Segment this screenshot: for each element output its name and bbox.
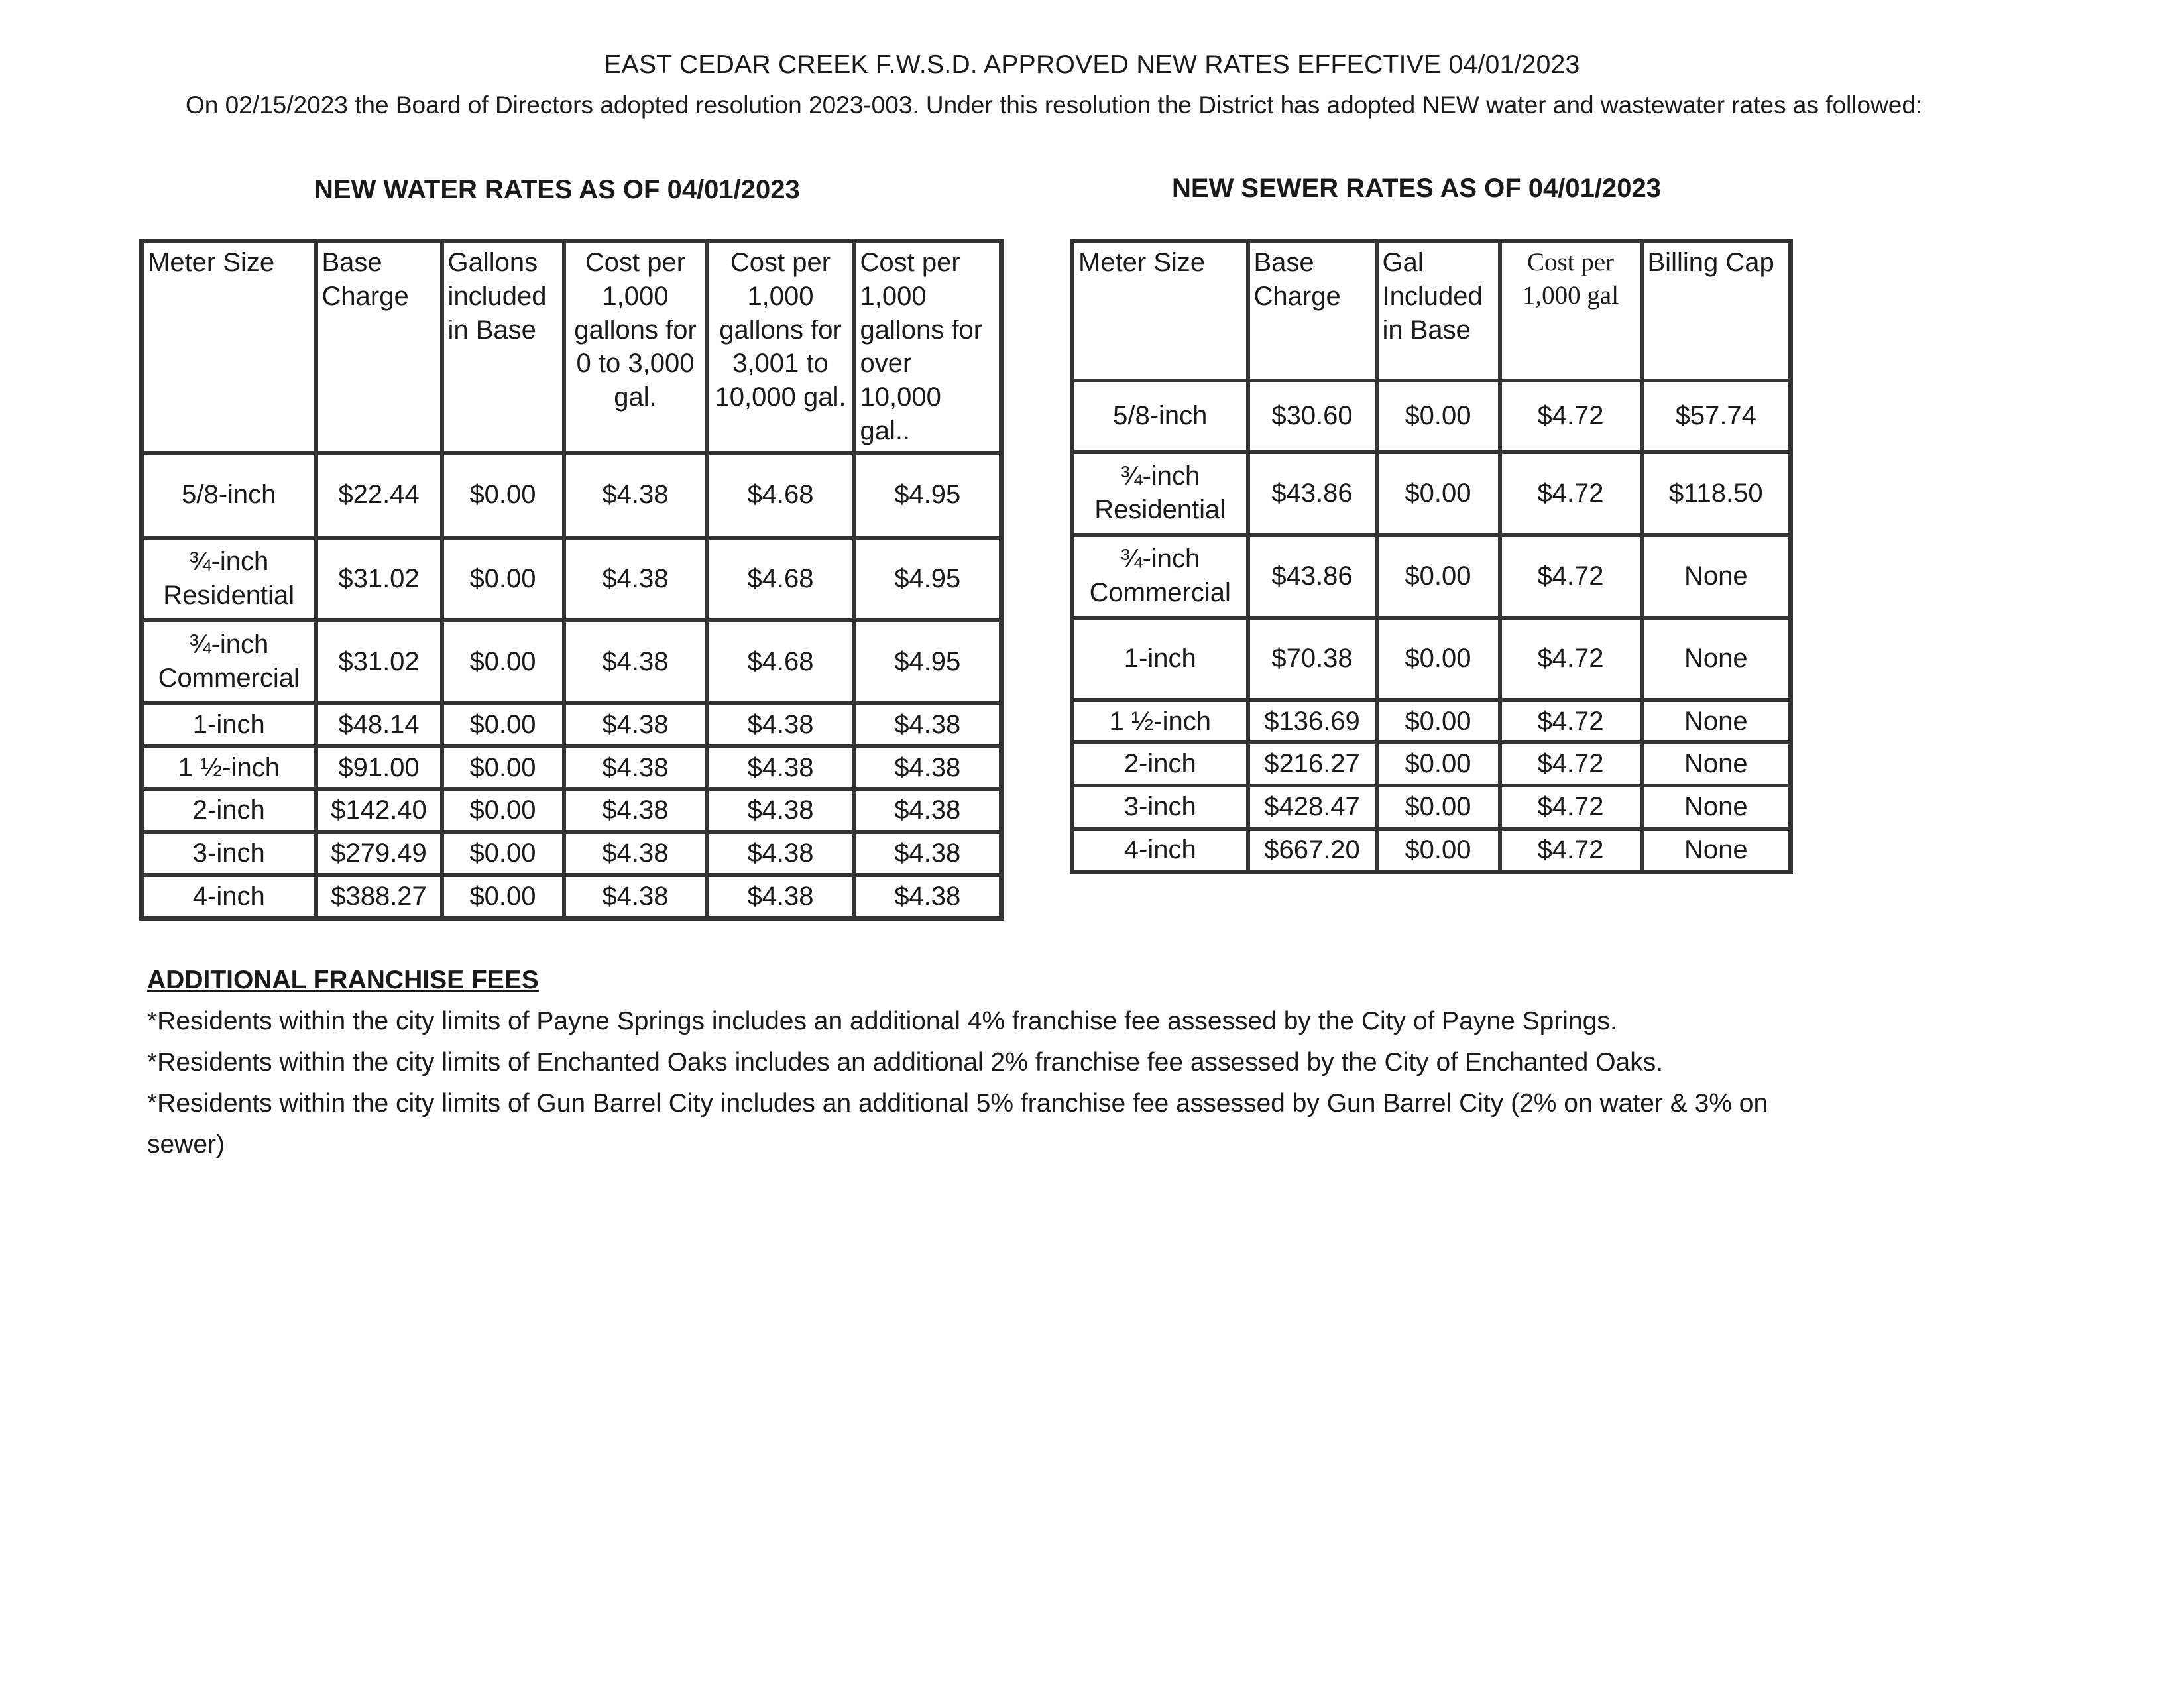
water-rates-heading: NEW WATER RATES AS OF 04/01/2023: [314, 175, 800, 204]
tier1-cost-cell: $4.38: [564, 538, 707, 620]
meter-size-cell: 5/8-inch: [142, 453, 316, 538]
table-row: [1072, 786, 1791, 829]
base-charge-cell: $43.86: [1248, 535, 1377, 618]
base-charge-cell: $279.49: [316, 832, 442, 875]
gallons-included-cell: $0.00: [442, 703, 564, 746]
gallons-included-cell: $0.00: [442, 789, 564, 832]
table-row: [1072, 700, 1791, 743]
document-title: EAST CEDAR CREEK F.W.S.D. APPROVED NEW RATES EFFECTIVE 04/01/2023: [604, 50, 1580, 79]
cost-per-1000-cell: $4.72: [1500, 700, 1642, 743]
table-row: [1072, 742, 1791, 786]
base-charge-cell: $136.69: [1248, 700, 1377, 743]
tier2-cost-cell: $4.68: [707, 620, 854, 703]
gal-included-cell: $0.00: [1377, 700, 1500, 743]
tier2-cost-cell: $4.38: [707, 746, 854, 789]
tier3-cost-cell: $4.38: [854, 789, 1002, 832]
gal-included-cell: $0.00: [1377, 452, 1500, 535]
sewer-col-base-charge: Base Charge: [1248, 241, 1377, 380]
sewer-col-gal-included: Gal Included in Base: [1377, 241, 1500, 380]
tier3-cost-cell: $4.95: [854, 538, 1002, 620]
base-charge-cell: $388.27: [316, 875, 442, 918]
tier3-cost-cell: $4.38: [854, 746, 1002, 789]
table-row: [1072, 535, 1791, 618]
billing-cap-cell: None: [1642, 700, 1791, 743]
cost-per-1000-cell: $4.72: [1500, 786, 1642, 829]
meter-size-cell: ¾-inch Commercial: [1072, 535, 1248, 618]
table-row: [142, 832, 1002, 875]
tier2-cost-cell: $4.38: [707, 832, 854, 875]
table-row: [142, 538, 1002, 620]
water-rates-table: [139, 239, 1004, 921]
billing-cap-cell: None: [1642, 786, 1791, 829]
water-col-gallons-included: Gallons included in Base: [442, 241, 564, 453]
gallons-included-cell: $0.00: [442, 538, 564, 620]
gal-included-cell: $0.00: [1377, 618, 1500, 700]
table-row: [142, 453, 1002, 538]
table-row: [142, 875, 1002, 918]
base-charge-cell: $48.14: [316, 703, 442, 746]
tier2-cost-cell: $4.38: [707, 703, 854, 746]
base-charge-cell: $22.44: [316, 453, 442, 538]
base-charge-cell: $142.40: [316, 789, 442, 832]
tier3-cost-cell: $4.38: [854, 832, 1002, 875]
cost-per-1000-cell: $4.72: [1500, 742, 1642, 786]
meter-size-cell: ¾-inch Commercial: [142, 620, 316, 703]
tier1-cost-cell: $4.38: [564, 832, 707, 875]
cost-per-1000-cell: $4.72: [1500, 829, 1642, 872]
table-row: [1072, 452, 1791, 535]
tier1-cost-cell: $4.38: [564, 746, 707, 789]
gal-included-cell: $0.00: [1377, 380, 1500, 452]
sewer-rates-table: [1070, 239, 1793, 874]
meter-size-cell: 1-inch: [142, 703, 316, 746]
franchise-fees-section: [147, 960, 1844, 1165]
base-charge-cell: $91.00: [316, 746, 442, 789]
base-charge-cell: $43.86: [1248, 452, 1377, 535]
tier1-cost-cell: $4.38: [564, 453, 707, 538]
sewer-col-cost-per-1000: Cost per 1,000 gal: [1500, 241, 1642, 380]
billing-cap-cell: None: [1642, 618, 1791, 700]
billing-cap-cell: $57.74: [1642, 380, 1791, 452]
tier2-cost-cell: $4.38: [707, 789, 854, 832]
base-charge-cell: $30.60: [1248, 380, 1377, 452]
meter-size-cell: 4-inch: [142, 875, 316, 918]
gallons-included-cell: $0.00: [442, 746, 564, 789]
gal-included-cell: $0.00: [1377, 786, 1500, 829]
tier3-cost-cell: $4.95: [854, 620, 1002, 703]
tier1-cost-cell: $4.38: [564, 703, 707, 746]
gal-included-cell: $0.00: [1377, 535, 1500, 618]
table-row: [142, 703, 1002, 746]
tier3-cost-cell: $4.38: [854, 703, 1002, 746]
gallons-included-cell: $0.00: [442, 875, 564, 918]
meter-size-cell: ¾-inch Residential: [1072, 452, 1248, 535]
franchise-fees-heading: ADDITIONAL FRANCHISE FEES: [147, 966, 539, 994]
meter-size-cell: 3-inch: [142, 832, 316, 875]
sewer-col-meter-size: Meter Size: [1072, 241, 1248, 380]
table-row: [1072, 829, 1791, 872]
billing-cap-cell: None: [1642, 535, 1791, 618]
tier1-cost-cell: $4.38: [564, 875, 707, 918]
base-charge-cell: $216.27: [1248, 742, 1377, 786]
table-row: [142, 789, 1002, 832]
meter-size-cell: ¾-inch Residential: [142, 538, 316, 620]
base-charge-cell: $31.02: [316, 538, 442, 620]
meter-size-cell: 3-inch: [1072, 786, 1248, 829]
meter-size-cell: 1 ½-inch: [142, 746, 316, 789]
tier2-cost-cell: $4.38: [707, 875, 854, 918]
base-charge-cell: $428.47: [1248, 786, 1377, 829]
cost-per-1000-cell: $4.72: [1500, 535, 1642, 618]
base-charge-cell: $70.38: [1248, 618, 1377, 700]
gallons-included-cell: $0.00: [442, 832, 564, 875]
table-row: [142, 746, 1002, 789]
table-row: [1072, 380, 1791, 452]
table-row: [1072, 618, 1791, 700]
document-subtitle: On 02/15/2023 the Board of Directors adopted resolution 2023-003. Under this resolution the District has adopted NEW water and wastewater rates as followed:: [186, 91, 1923, 119]
tier3-cost-cell: $4.95: [854, 453, 1002, 538]
franchise-fee-item: *Residents within the city limits of Enchanted Oaks includes an additional 2% franchise fee assessed by the City of Enchanted Oaks.: [147, 1048, 1664, 1077]
cost-per-1000-cell: $4.72: [1500, 380, 1642, 452]
tier2-cost-cell: $4.68: [707, 453, 854, 538]
tier1-cost-cell: $4.38: [564, 789, 707, 832]
gallons-included-cell: $0.00: [442, 620, 564, 703]
base-charge-cell: $31.02: [316, 620, 442, 703]
billing-cap-cell: None: [1642, 742, 1791, 786]
base-charge-cell: $667.20: [1248, 829, 1377, 872]
billing-cap-cell: $118.50: [1642, 452, 1791, 535]
water-col-base-charge: Base Charge: [316, 241, 442, 453]
meter-size-cell: 4-inch: [1072, 829, 1248, 872]
water-col-tier2: Cost per 1,000 gallons for 3,001 to 10,000 gal.: [707, 241, 854, 453]
water-col-meter-size: Meter Size: [142, 241, 316, 453]
gal-included-cell: $0.00: [1377, 742, 1500, 786]
meter-size-cell: 2-inch: [142, 789, 316, 832]
gal-included-cell: $0.00: [1377, 829, 1500, 872]
water-col-tier1: Cost per 1,000 gallons for 0 to 3,000 gal.: [564, 241, 707, 453]
meter-size-cell: 1 ½-inch: [1072, 700, 1248, 743]
meter-size-cell: 1-inch: [1072, 618, 1248, 700]
billing-cap-cell: None: [1642, 829, 1791, 872]
tier3-cost-cell: $4.38: [854, 875, 1002, 918]
sewer-rates-heading: NEW SEWER RATES AS OF 04/01/2023: [1172, 174, 1661, 203]
water-header-row: [142, 241, 1002, 453]
tier1-cost-cell: $4.38: [564, 620, 707, 703]
franchise-fee-item: *Residents within the city limits of Payne Springs includes an additional 4% franchise fee assessed by the City of Payne Springs.: [147, 1007, 1617, 1035]
meter-size-cell: 5/8-inch: [1072, 380, 1248, 452]
sewer-col-billing-cap: Billing Cap: [1642, 241, 1791, 380]
cost-per-1000-cell: $4.72: [1500, 618, 1642, 700]
cost-per-1000-cell: $4.72: [1500, 452, 1642, 535]
meter-size-cell: 2-inch: [1072, 742, 1248, 786]
franchise-fee-item: *Residents within the city limits of Gun Barrel City includes an additional 5% franchise fee assessed by Gun Barrel City (2% on water & 3% on sewer): [147, 1089, 1768, 1159]
sewer-header-row: [1072, 241, 1791, 380]
table-row: [142, 620, 1002, 703]
gallons-included-cell: $0.00: [442, 453, 564, 538]
tier2-cost-cell: $4.68: [707, 538, 854, 620]
water-col-tier3: Cost per 1,000 gallons for over 10,000 gal..: [854, 241, 1002, 453]
